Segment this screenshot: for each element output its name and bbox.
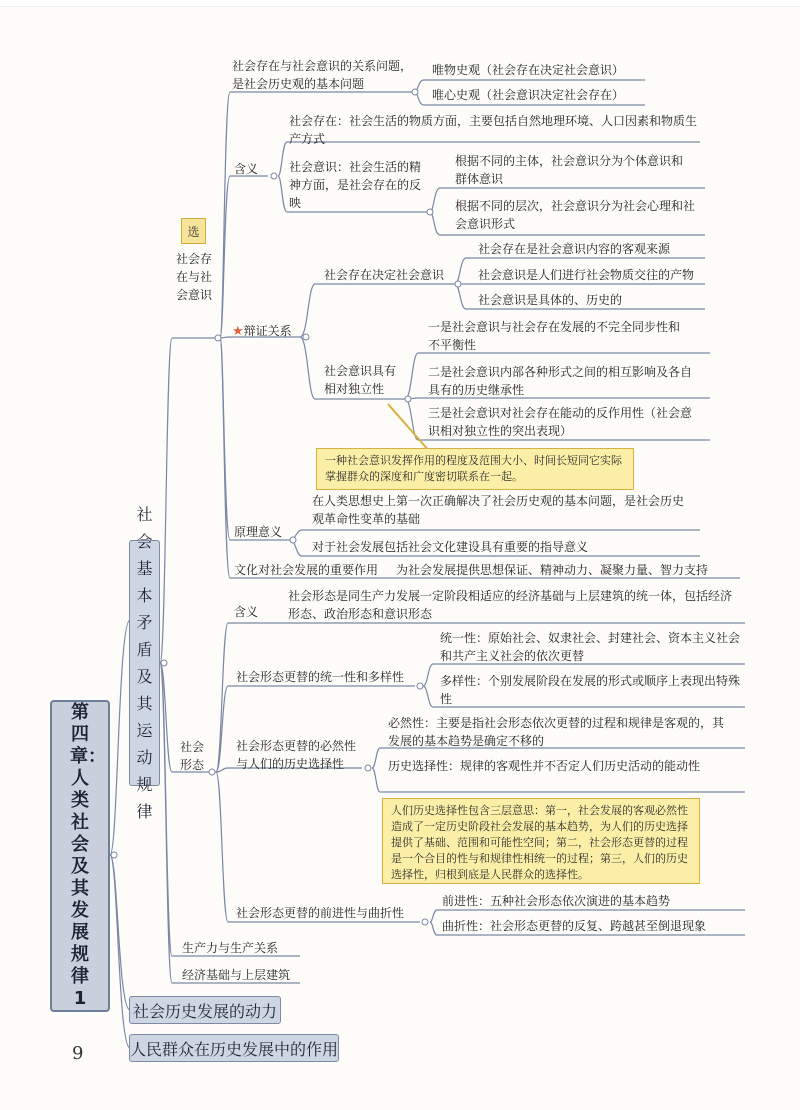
- det1-text: 社会存在是社会意识内容的客观来源: [478, 242, 671, 256]
- progress-desc: [442, 892, 670, 910]
- progress-text: 社会形态更替的前进性与曲折性: [236, 906, 405, 920]
- star-icon: ★: [232, 324, 244, 339]
- historical-choice-note: [382, 798, 700, 884]
- section-driving-force[interactable]: [129, 996, 281, 1024]
- productive-forces-node[interactable]: [182, 939, 278, 957]
- section-driving-force-label: 社会历史发展的动力: [132, 1001, 277, 1021]
- basic-question-text: 社会存在与社会意识的关系问题，是社会历史观的基本问题: [232, 59, 413, 91]
- principle2-node: [312, 538, 588, 556]
- social-consciousness-node: [289, 158, 429, 212]
- topic-existence-consciousness[interactable]: [176, 250, 212, 304]
- ind1-node: [428, 318, 688, 354]
- unity-diversity-text: 社会形态更替的统一性和多样性: [236, 670, 405, 684]
- principle-node: [234, 523, 282, 541]
- materialism-node: [432, 61, 624, 79]
- culture-desc-text: 为社会发展提供思想保证、精神动力、凝聚力量、智力支持: [396, 563, 709, 577]
- dialectic-text: 辩证关系: [243, 324, 292, 338]
- topic-existence-consciousness-label: 社会存在与社会意识: [176, 252, 213, 302]
- consciousness-note: [316, 448, 634, 490]
- culture-text: 文化对社会发展的重要作用: [234, 563, 379, 577]
- principle-text: 原理意义: [234, 525, 283, 539]
- by-subject-text: 根据不同的主体，社会意识分为个体意识和群体意识: [455, 154, 684, 186]
- economic-base-node[interactable]: [182, 966, 290, 984]
- tortuous-desc-text: 曲折性：社会形态更替的反复、跨越甚至倒退现象: [442, 919, 707, 933]
- progress-node: [236, 904, 404, 922]
- dialectic-node: [232, 322, 292, 341]
- principle2-text: 对于社会发展包括社会文化建设具有重要的指导意义: [312, 540, 589, 554]
- independence-text: 社会意识具有相对独立性: [324, 364, 397, 396]
- idealism-text: 唯心史观（社会意识决定社会存在）: [432, 88, 625, 102]
- by-level-node: [455, 197, 705, 233]
- select-tag: [181, 218, 206, 244]
- materialism-text: 唯物史观（社会存在决定社会意识）: [432, 63, 625, 77]
- necessity-text: 社会形态更替的必然性与人们的历史选择性: [236, 739, 357, 771]
- meaning-text: 含义: [234, 162, 259, 176]
- det1-node: [478, 240, 670, 258]
- social-existence-text: 社会存在：社会生活的物质方面，主要包括自然地理环境、人口因素和物质生产方式: [289, 114, 698, 146]
- form-meaning-desc-text: 社会形态是同生产力发展一定阶段相适应的经济基础与上层建筑的统一体，包括经济形态、政治形态和意识形态: [288, 589, 733, 621]
- form-meaning-desc: [288, 587, 743, 623]
- section-basic-contradiction-label: 社会基本矛盾及其运动规律: [136, 505, 153, 821]
- section-basic-contradiction[interactable]: [129, 505, 160, 821]
- unity-diversity-node: [236, 668, 404, 686]
- unity-desc: [440, 629, 740, 665]
- culture-desc-node: [396, 561, 708, 579]
- topic-social-form-label: 社会形态: [180, 740, 205, 772]
- choice-desc: [388, 757, 733, 775]
- determines-node: [324, 266, 444, 284]
- progress-desc-text: 前进性：五种社会形态依次演进的基本趋势: [442, 894, 671, 908]
- principle1-text: 在人类思想史上第一次正确解决了社会历史观的基本问题，是社会历史观革命性变革的基础: [312, 494, 685, 526]
- meaning-node: [234, 160, 258, 178]
- chapter-title: [50, 700, 110, 1012]
- section-masses-role-label: 人民群众在历史发展中的作用: [130, 1039, 339, 1059]
- social-consciousness-text: 社会意识：社会生活的精神方面，是社会存在的反映: [289, 160, 422, 210]
- section-masses-role[interactable]: [129, 1034, 339, 1062]
- det2-text: 社会意识是人们进行社会物质交往的产物: [478, 268, 695, 282]
- diversity-desc: [440, 672, 745, 708]
- idealism-node: [432, 86, 624, 104]
- det3-text: 社会意识是具体的、历史的: [478, 293, 623, 307]
- ind3-node: [428, 404, 703, 440]
- ind2-text: 二是社会意识内部各种形式之间的相互影响及各自具有的历史继承性: [428, 365, 693, 397]
- unity-desc-text: 统一性：原始社会、奴隶社会、封建社会、资本主义社会和共产主义社会的依次更替: [440, 631, 741, 663]
- necessity-node: [236, 737, 366, 773]
- form-meaning-node: [234, 603, 258, 621]
- basic-question: [232, 57, 417, 93]
- consciousness-note-text: 一种社会意识发挥作用的程度及范围大小、时间长短同它实际掌握群众的深度和广度密切联系在一起。: [325, 454, 622, 483]
- principle1-node: [312, 492, 692, 528]
- determines-text: 社会存在决定社会意识: [324, 268, 445, 282]
- social-existence-node: [289, 112, 699, 148]
- det3-node: [478, 291, 622, 309]
- page-number: 9: [72, 1043, 84, 1064]
- ind1-text: 一是社会意识与社会存在发展的不完全同步性和不平衡性: [428, 320, 681, 352]
- by-subject-node: [455, 152, 690, 188]
- independence-node: [324, 362, 404, 398]
- page-top-edge: [0, 0, 800, 7]
- culture-node: [234, 561, 378, 579]
- choice-desc-text: 历史选择性：规律的客观性并不否定人们历史活动的能动性: [388, 759, 701, 773]
- historical-choice-note-text: 人们历史选择性包含三层意思：第一，社会发展的客观必然性造成了一定历史阶段社会发展的基本趋势，为人们的历史选择提供了基础、范围和可能性空间；第二，社会形态更替的过程是一个合目的性与和规律性相统一的过程；第三，人们的历史选择性，归根到底是人民群众的选择性。: [391, 804, 688, 881]
- economic-base-text: 经济基础与上层建筑: [182, 968, 291, 982]
- topic-social-form[interactable]: [180, 738, 208, 774]
- det2-node: [478, 266, 694, 284]
- chapter-title-text: 第四章：人类社会及其发展规律1: [70, 702, 106, 1009]
- tortuous-desc: [442, 917, 706, 935]
- select-tag-text: 选: [187, 224, 200, 239]
- ind2-node: [428, 363, 700, 399]
- diversity-desc-text: 多样性：个别发展阶段在发展的形式或顺序上表现出特殊性: [440, 674, 741, 706]
- ind3-text: 三是社会意识对社会存在能动的反作用性（社会意识相对独立性的突出表现）: [428, 406, 693, 438]
- form-meaning-text: 含义: [234, 605, 259, 619]
- necessity-desc-text: 必然性：主要是指社会形态依次更替的过程和规律是客观的，其发展的基本趋势是确定不移的: [388, 716, 725, 748]
- by-level-text: 根据不同的层次，社会意识分为社会心理和社会意识形式: [455, 199, 696, 231]
- necessity-desc: [388, 714, 733, 750]
- productive-forces-text: 生产力与生产关系: [182, 941, 279, 955]
